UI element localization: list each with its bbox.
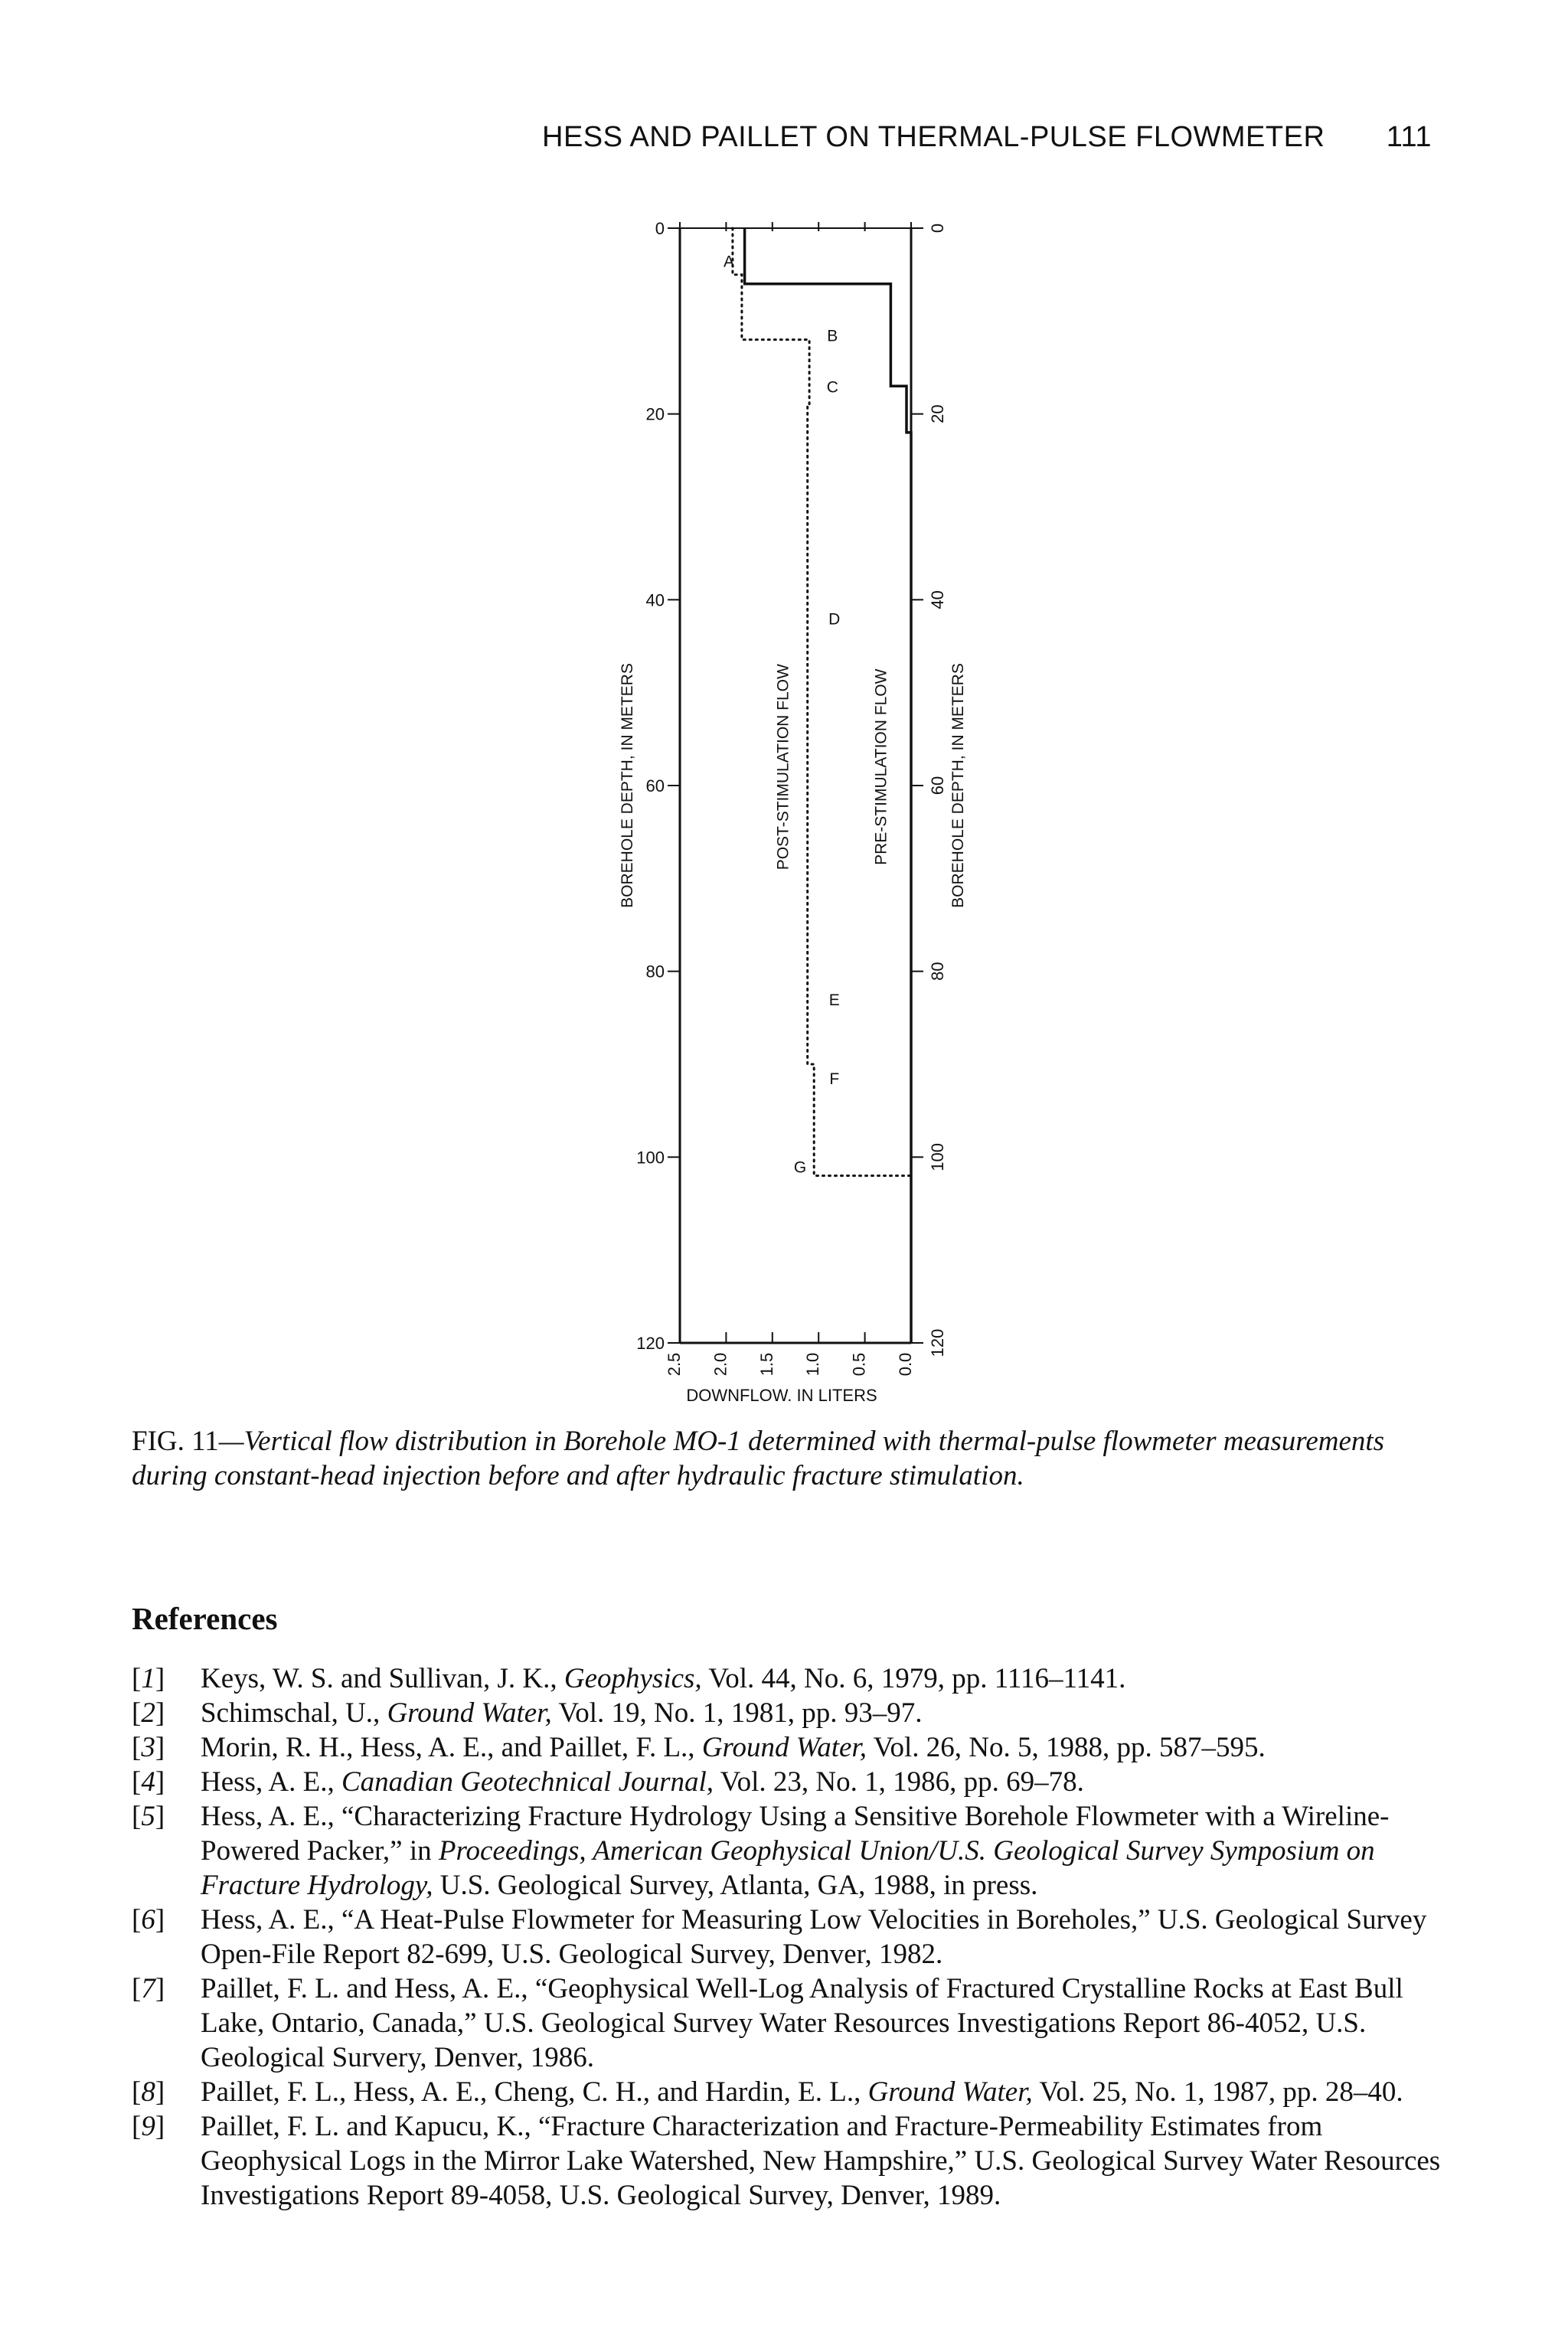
left-y-axis-title: BOREHOLE DEPTH, IN METERS — [619, 663, 636, 908]
reference-item — [132, 1799, 1449, 1903]
reference-item — [132, 1696, 1449, 1730]
reference-text: Paillet, F. L., Hess, A. E., Cheng, C. H., and Hardin, E. L., — [201, 2076, 868, 2108]
right-y-tick-label: 20 — [928, 404, 947, 423]
reference-text: Paillet, F. L. and Kapucu, K., “Fracture Characterization and Fracture-Permeability Estimates from Geophysical Logs in the Mirror Lake Watershed, New Hampshire,” U.S. Geological Survey Water Resources Investigations Report 89-4058, U.S. Geological Survey, Denver, 1989. — [201, 2111, 1441, 2211]
references-heading: References — [132, 1601, 278, 1636]
x-tick-label: 1.5 — [756, 1352, 776, 1377]
reference-text-tail: Vol. 23, No. 1, 1986, pp. 69–78. — [714, 1766, 1084, 1798]
reference-journal: Ground Water, — [867, 2076, 1033, 2108]
reference-text-tail: Vol. 26, No. 5, 1988, pp. 587–595. — [866, 1732, 1266, 1763]
reference-item — [132, 1903, 1449, 1971]
reference-text-tail: Vol. 25, No. 1, 1987, pp. 28–40. — [1032, 2076, 1403, 2108]
reference-journal: Canadian Geotechnical Journal, — [341, 1766, 714, 1798]
point-label-f: F — [829, 1070, 840, 1089]
x-tick-label: 1.0 — [803, 1352, 823, 1377]
right-y-tick-label: 0 — [928, 223, 947, 234]
reference-text: Paillet, F. L. and Hess, A. E., “Geophysical Well-Log Analysis of Fractured Crystalline Rocks at East Bull Lake, Ontario, Canada,” U.S. Geological Survey Water Resources Investigations Report 86-4052, U.S. Geological Survery, Denver, 1986. — [201, 1973, 1403, 2073]
left-y-tick-label: 20 — [645, 404, 665, 424]
reference-number: [8] — [132, 2076, 165, 2108]
point-label-a: A — [724, 253, 735, 271]
reference-item — [132, 1971, 1449, 2075]
point-label-e: E — [828, 991, 840, 1010]
reference-item — [132, 1730, 1449, 1765]
right-y-tick-label: 100 — [928, 1142, 947, 1171]
reference-number: [4] — [132, 1766, 165, 1798]
left-y-tick-label: 40 — [645, 590, 665, 610]
reference-text: Keys, W. S. and Sullivan, J. K., — [201, 1663, 564, 1694]
reference-text-tail: Vol. 44, No. 6, 1979, pp. 1116–1141. — [701, 1663, 1126, 1694]
point-label-b: B — [827, 327, 838, 345]
left-y-tick-label: 80 — [645, 962, 665, 982]
left-y-tick-label: 120 — [636, 1334, 665, 1353]
reference-number: [7] — [132, 1973, 165, 2004]
reference-item — [132, 2075, 1449, 2109]
left-y-tick-label: 0 — [655, 219, 665, 238]
reference-number: [6] — [132, 1904, 165, 1936]
reference-item — [132, 1765, 1449, 1799]
reference-text: Hess, A. E., — [201, 1766, 341, 1798]
right-y-tick-label: 80 — [928, 962, 947, 981]
x-tick-label: 2.5 — [665, 1352, 684, 1377]
right-y-tick-label: 40 — [928, 590, 947, 609]
reference-text-tail: Vol. 19, No. 1, 1981, pp. 93–97. — [551, 1697, 923, 1729]
reference-journal: Ground Water, — [387, 1697, 552, 1729]
reference-text: Hess, A. E., “Characterizing Fracture Hydrology Using a Sensitive Borehole Flowmeter with a Wireline-Powered Packer,” in — [201, 1801, 1390, 1867]
reference-number: [2] — [132, 1697, 165, 1729]
reference-number: [5] — [132, 1801, 165, 1832]
reference-journal: Geophysics, — [564, 1663, 702, 1694]
left-y-tick-label: 60 — [645, 776, 665, 795]
right-y-tick-label: 60 — [928, 776, 947, 795]
right-y-tick-label: 120 — [928, 1328, 947, 1357]
point-label-c: C — [826, 378, 838, 397]
reference-text: Schimschal, U., — [201, 1697, 387, 1729]
x-axis-title: DOWNFLOW, IN LITERS — [686, 1386, 877, 1401]
x-tick-label: 0.0 — [896, 1352, 915, 1377]
reference-text-tail: U.S. Geological Survey, Atlanta, GA, 1988, in press. — [433, 1870, 1038, 1901]
page-number: 111 — [1386, 121, 1432, 153]
figure-11 — [597, 207, 995, 1405]
point-label-d: D — [828, 610, 841, 629]
references-list — [132, 1661, 1449, 2213]
reference-item — [132, 2109, 1449, 2213]
x-tick-label: 2.0 — [710, 1352, 730, 1377]
x-tick-label: 0.5 — [849, 1352, 869, 1377]
figure-caption-text: —Vertical flow distribution in Borehole MO-1 determined with thermal-pulse flowmeter measurements during constant-head injection before and after hydraulic fracture stimulation. — [132, 1426, 1385, 1491]
reference-text: Morin, R. H., Hess, A. E., and Paillet, F. L., — [201, 1732, 702, 1763]
figure-caption-label: FIG. 11 — [132, 1426, 219, 1457]
reference-number: [9] — [132, 2111, 165, 2142]
reference-item — [132, 1661, 1449, 1696]
reference-text: Hess, A. E., “A Heat-Pulse Flowmeter for Measuring Low Velocities in Boreholes,” U.S. Geological Survey Open-File Report 82-699, U.S. Geological Survey, Denver, 1982. — [201, 1904, 1427, 1970]
post-stimulation-label: POST-STIMULATION FLOW — [774, 664, 792, 871]
right-y-axis-title: BOREHOLE DEPTH, IN METERS — [949, 663, 967, 908]
pre-stimulation-label: PRE-STIMULATION FLOW — [872, 668, 890, 865]
point-label-g: G — [793, 1158, 807, 1177]
left-y-tick-label: 100 — [636, 1148, 665, 1168]
figure-caption — [132, 1424, 1433, 1493]
reference-journal: Proceedings, American Geophysical Union/U.S. Geological Survey Symposium on Fracture Hydrology, — [201, 1835, 1375, 1901]
flow-chart — [597, 207, 995, 1401]
reference-journal: Ground Water, — [701, 1732, 867, 1763]
reference-number: [1] — [132, 1663, 165, 1694]
running-header-title: HESS AND PAILLET ON THERMAL-PULSE FLOWMETER — [542, 121, 1325, 153]
reference-number: [3] — [132, 1732, 165, 1763]
